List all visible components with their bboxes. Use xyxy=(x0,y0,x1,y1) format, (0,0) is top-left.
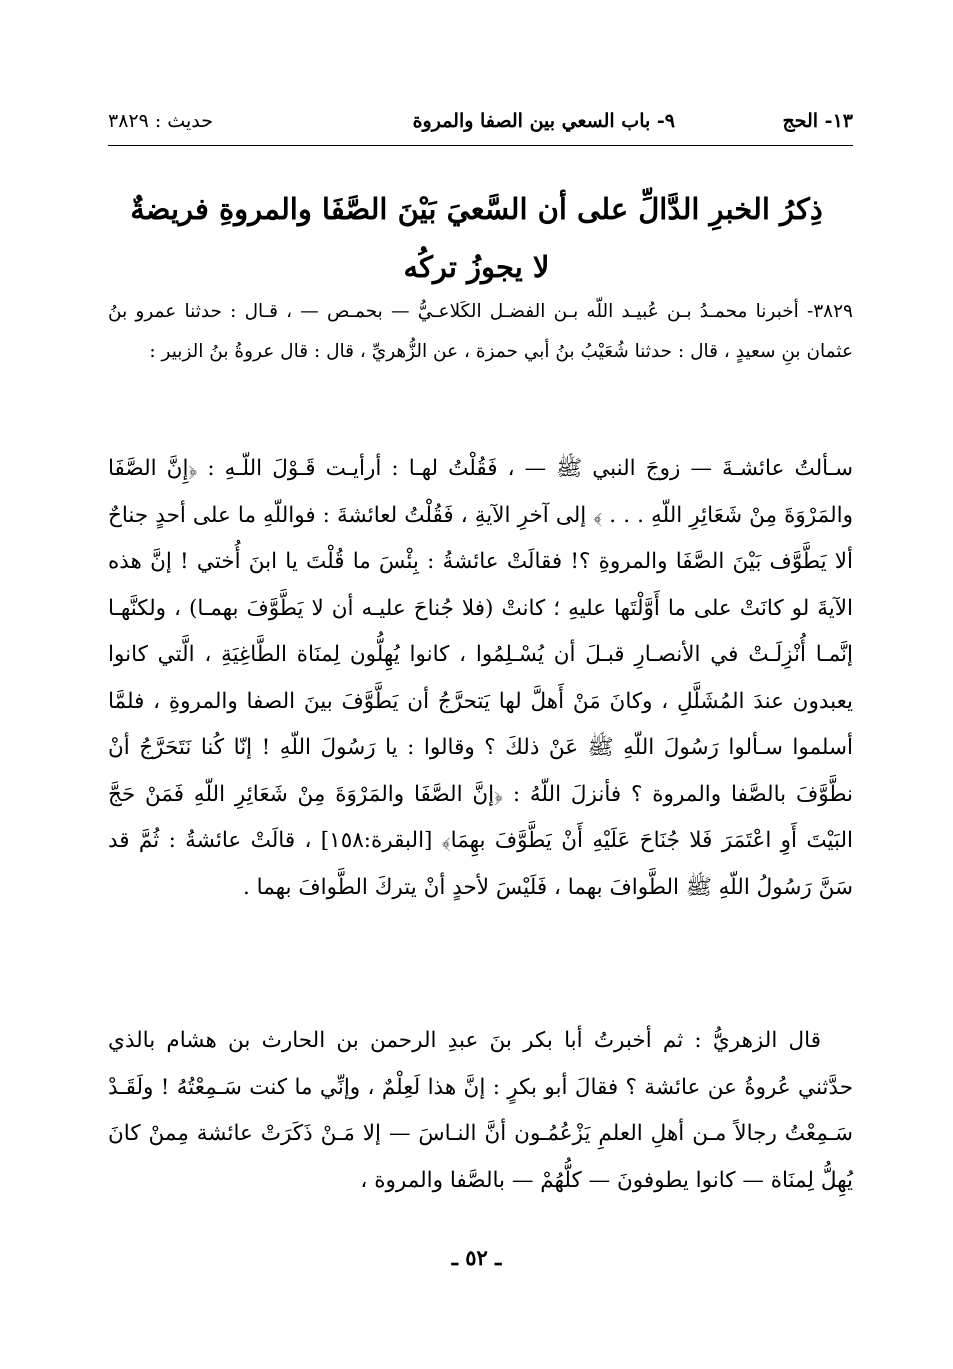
isnad-paragraph xyxy=(108,292,853,372)
header-divider xyxy=(108,145,853,146)
zuhri-text: قال الزهريُّ : ثم أخبرتُ أبا بكر بنَ عبدِ الرحمن بن الحارث بن هشام بالذي حدَّثني عُروةُ عن عائشة ؟ فقالَ أبو بكرٍ : إنَّ هذا لَعِلْمٌ ، وإنِّي ما كنت سَـمِعْتُهُ ! ولَقَـدْ سَـمِعْتُ رجالاً مـن أهلِ العلمِ يَزْعُمُـون أنَّ النـاسَ — إلا مَـنْ ذَكَرَتْ عائشة مِمنْ كانَ يُهِلُّ لِمنَاة — كانوا يطوفونَ — كلُّهُمْ — بالصَّفا والمروة ، xyxy=(108,1028,853,1193)
isnad-text: ٣٨٢٩- أخبرنا محمـدُ بـن عُبيـد اللّه بـن الفضـل الكَلاعـيُّ — بحمـص — ، قـال : حدثنا عمرو بنُ عثمان بنِ سعيدٍ ، قال : حدثنا شُعَيْبُ بنُ أبي حمزة ، عن الزُّهريِّ ، قال : قال عروةُ بنُ الزبير : xyxy=(108,301,853,362)
running-header xyxy=(108,106,853,142)
matn-text: سـألتُ عائشـةَ — زوجَ النبي ﷺ — ، فَقُلْتُ لهـا : أرأيـت قَـوْلَ اللّـهِ : ﴿إِنَّ الصَّفَا والمَرْوَةَ مِنْ شَعَائِرِ اللّهِ . . . ﴾ إلى آخرِ الآيةِ ، فَقُلْتُ لعائشةَ : فواللّهِ ما على أحدٍ جناحٌ ألا يَطَّوَّف بَيْنَ الصَّفَا والمروةِ ؟! فقالَتْ عائشةُ : بِئْسَ ما قُلْتَ يا ابنَ أُختي ! إنَّ هذه الآيةَ لو كانَتْ على ما أَوَّلْتَها عليهِ ؛ كانتْ (فلا جُناحَ عليـه أن لا يَطَّوَّفَ بهمـا) ، ولكنَّهـا إنَّمـا أُنْزِلَـتْ في الأنصـارِ قبـلَ أن يُسْـلِمُوا ، كانوا يُهِلُّون لِمنَاة الطَّاغِيَةِ ، الَّتي كانوا يعبدون عندَ المُشَلَّلِ ، وكانَ مَنْ أَهلَّ لها يَتحرَّجُ أن يَطَّوَّفَ بينَ الصفا والمروةِ ، فلمَّا أسلموا سـألوا رَسُولَ اللّهِ ﷺ عَنْ ذلكَ ؟ وقالوا : يا رَسُولَ اللّهِ ! إنّا كُنا نَتَحَرَّجُ أنْ نطَّوَّفَ بالصَّفا والمروة ؟ فأنزلَ اللّهُ : ﴿إنَّ الصَّفَا والمَرْوَةَ مِنْ شَعَائِرِ اللّهِ فَمَنْ حَجَّ البَيْتَ أَوِ اعْتَمَرَ فَلا جُنَاحَ عَلَيْهِ أَنْ يَطَّوَّفَ بهِمَا﴾ [البقرة:١٥٨] ، قالَتْ عائشةُ : ثُمَّ قد سَنَّ رَسُولُ اللّهِ ﷺ الطَّوافَ بهما ، فَلَيْسَ لأحدٍ أنْ يتركَ الطَّوافَ بهما . xyxy=(108,456,853,900)
chapter-heading xyxy=(100,180,853,296)
heading-line-2: لا يجوزُ تركُه xyxy=(403,250,550,284)
zuhri-paragraph xyxy=(108,1018,853,1204)
hadith-reference: حديث : ٣٨٢٩ xyxy=(108,110,213,132)
page-number: ـ ٥٢ ـ xyxy=(451,1245,502,1270)
section-title: ٩- باب السعي بين الصفا والمروة xyxy=(412,110,675,132)
chapter-title: ١٣- الحج xyxy=(782,110,853,132)
heading-line-1: ذِكرُ الخبرِ الدَّالِّ على أن السَّعيَ بَيْنَ الصَّفَا والمروةِ فريضةٌ xyxy=(130,192,823,226)
matn-paragraph xyxy=(108,446,853,911)
